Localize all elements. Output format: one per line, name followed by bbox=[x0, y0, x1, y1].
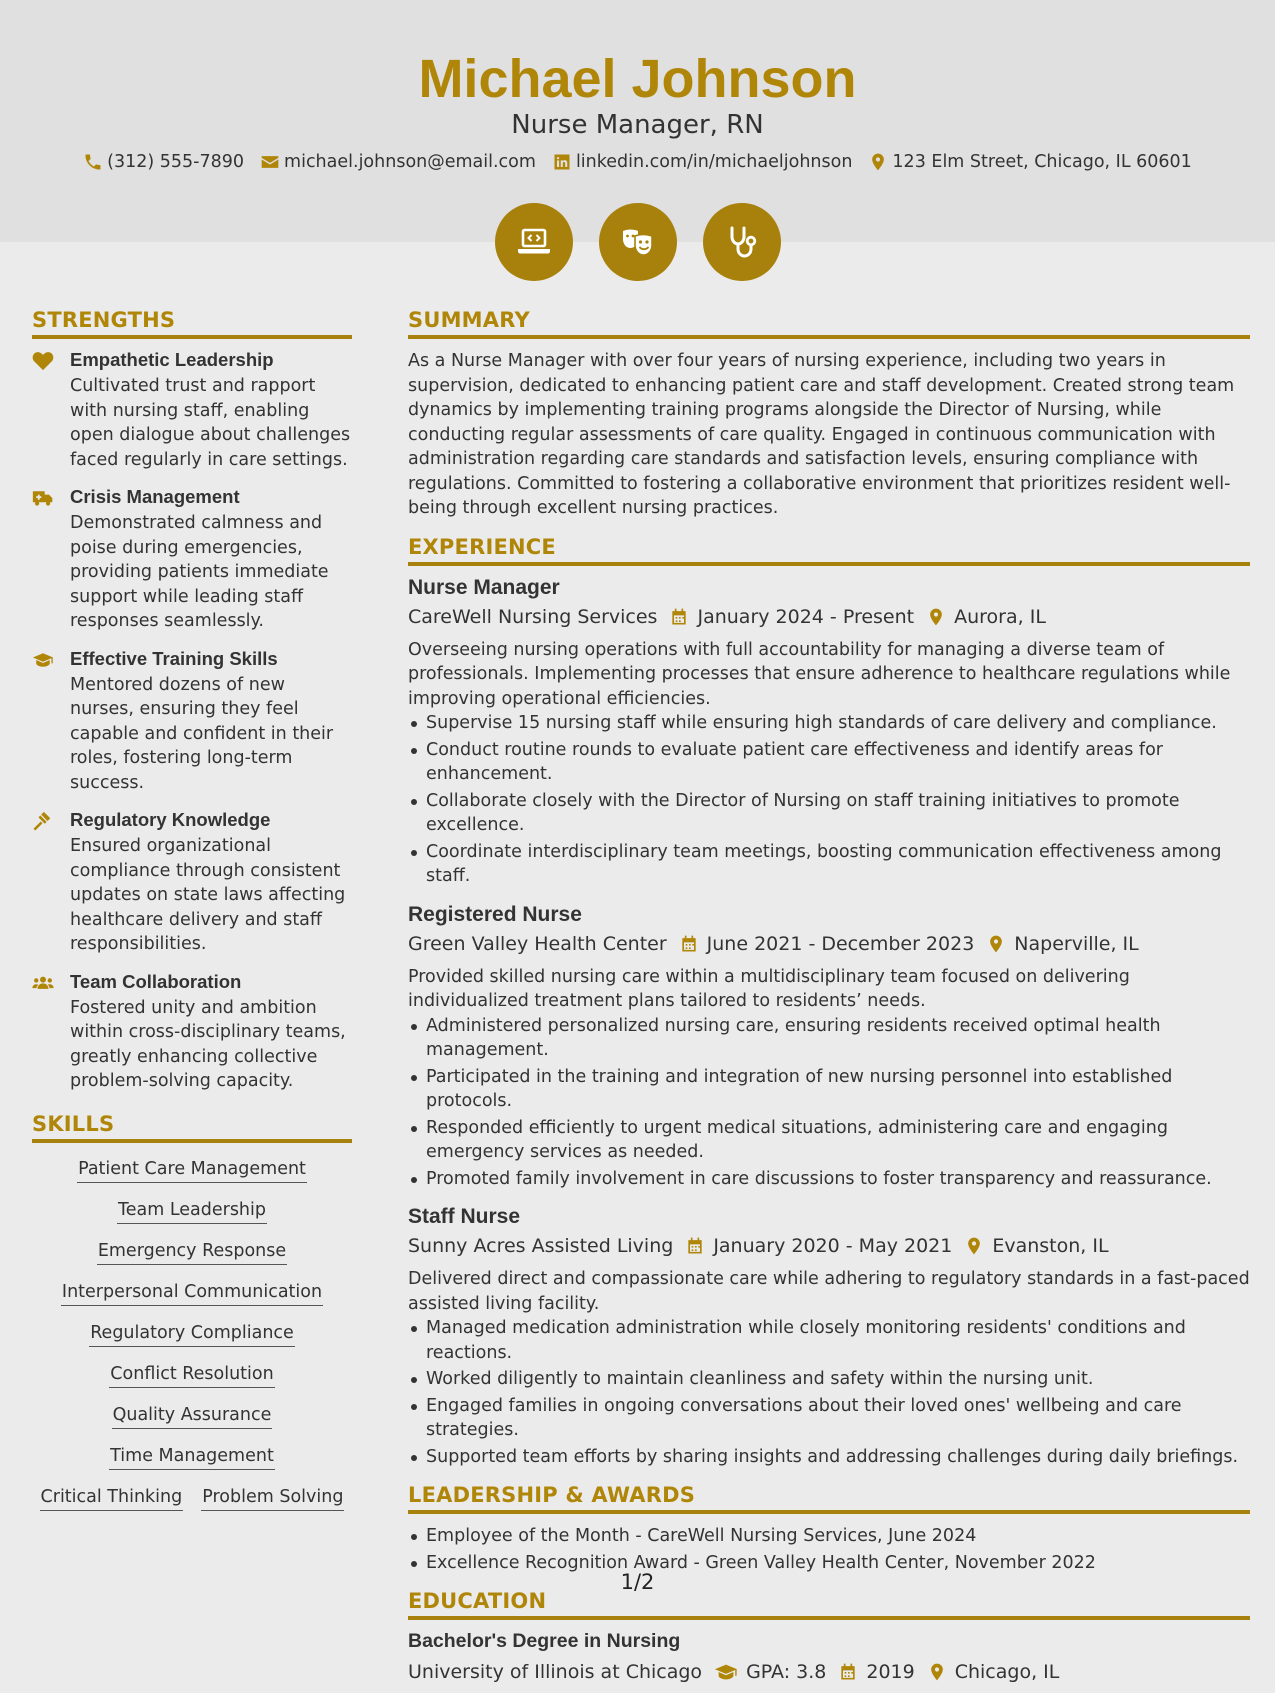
badge-stethoscope bbox=[703, 203, 781, 281]
contact-email[interactable] bbox=[260, 152, 536, 172]
gpa-text: GPA: 3.8 bbox=[746, 1661, 827, 1683]
strength-desc: Demonstrated calmness and poise during emergencies, providing patients immediate support while leading staff responses seamlessly. bbox=[70, 513, 329, 631]
job-location: Aurora, IL bbox=[954, 605, 1046, 628]
job-dates: June 2021 - December 2023 bbox=[706, 932, 975, 955]
job-entry bbox=[408, 1205, 1250, 1469]
users-icon bbox=[32, 973, 54, 993]
job-location-wrap bbox=[926, 606, 1046, 628]
contact-address bbox=[868, 152, 1191, 172]
graduation-cap-icon bbox=[714, 1662, 738, 1682]
job-company: Green Valley Health Center bbox=[408, 932, 667, 955]
job-dates: January 2024 - Present bbox=[697, 605, 915, 628]
skill-tag: Quality Assurance bbox=[112, 1405, 273, 1429]
job-dates: January 2020 - May 2021 bbox=[713, 1235, 953, 1257]
contact-linkedin[interactable] bbox=[552, 152, 852, 172]
strength-title: Effective Training Skills bbox=[70, 647, 278, 669]
job-location: Evanston, IL bbox=[992, 1235, 1109, 1257]
badge-laptop bbox=[495, 203, 573, 281]
strength-title: Empathetic Leadership bbox=[70, 349, 274, 370]
strength-title: Regulatory Knowledge bbox=[70, 809, 271, 830]
job-desc: Provided skilled nursing care within a multidisciplinary team focused on delivering individualized treatment plans tailored to residents’ needs. bbox=[408, 966, 1130, 1011]
strength-desc: Ensured organizational compliance through consistent updates on state laws affecting healthcare delivery and staff responsibilities. bbox=[70, 836, 346, 954]
job-company: Sunny Acres Assisted Living bbox=[408, 1235, 674, 1257]
envelope-icon bbox=[260, 152, 280, 172]
skill-tag: Problem Solving bbox=[201, 1487, 344, 1511]
bullet-item: Worked diligently to maintain cleanliness and safety within the nursing unit. bbox=[408, 1367, 1250, 1392]
strength-item bbox=[32, 349, 352, 472]
job-bullets bbox=[408, 1316, 1250, 1469]
heart-icon bbox=[32, 351, 54, 371]
skill-tag: Conflict Resolution bbox=[109, 1364, 274, 1388]
job-desc: Delivered direct and compassionate care while adhering to regulatory standards in a fast-paced assisted living facility. bbox=[408, 1269, 1250, 1314]
education-location: Chicago, IL bbox=[954, 1661, 1060, 1683]
badge-masks bbox=[599, 203, 677, 281]
job-location-wrap bbox=[964, 1235, 1108, 1257]
map-pin-icon bbox=[964, 1236, 984, 1256]
linkedin-icon bbox=[552, 152, 572, 172]
skill-tag: Interpersonal Communication bbox=[61, 1282, 323, 1306]
stethoscope-icon bbox=[722, 222, 762, 262]
strength-title: Crisis Management bbox=[70, 486, 240, 507]
address-text: 123 Elm Street, Chicago, IL 60601 bbox=[892, 152, 1192, 172]
linkedin-text: linkedin.com/in/michaeljohnson bbox=[575, 152, 853, 172]
strength-item bbox=[32, 971, 352, 1094]
strength-desc: Mentored dozens of new nurses, ensuring they feel capable and confident in their roles, fostering long-term success. bbox=[70, 674, 334, 793]
laptop-code-icon bbox=[514, 222, 554, 262]
summary-text: As a Nurse Manager with over four years of nursing experience, including two years in supervision, dedicated to enhancing patient care and staff development. Created strong team dynamics by implementing training programs alongside the Director of Nursing, while conducting regular assessments of care quality. Engaged in continuous communication with administration regarding care standards and satisfaction levels, ensuring compliance with regulations. Committed to fostering a collaborative environment that prioritizes resident well-being through excellent nursing practices. bbox=[408, 351, 1235, 518]
map-pin-icon bbox=[986, 934, 1006, 954]
strength-item bbox=[32, 486, 352, 634]
masks-theater-icon bbox=[618, 222, 658, 262]
left-column bbox=[32, 308, 352, 1528]
job-meta bbox=[408, 1235, 1250, 1257]
bullet-item: Administered personalized nursing care, ensuring residents received optimal health management. bbox=[408, 1014, 1250, 1063]
education-heading: EDUCATION bbox=[408, 1589, 1250, 1620]
education-year: 2019 bbox=[866, 1661, 915, 1683]
job-dates-wrap bbox=[685, 1235, 952, 1257]
phone-icon bbox=[83, 152, 103, 172]
strength-item bbox=[32, 648, 352, 796]
badge-row bbox=[0, 203, 1275, 281]
bullet-item: Supported team efforts by sharing insights and addressing challenges during daily briefings. bbox=[408, 1445, 1250, 1470]
skill-tag: Team Leadership bbox=[117, 1200, 267, 1224]
strength-title: Team Collaboration bbox=[70, 970, 242, 992]
education-meta bbox=[408, 1661, 1250, 1683]
map-pin-icon bbox=[868, 152, 888, 172]
award-item: Employee of the Month - CareWell Nursing Services, June 2024 bbox=[408, 1524, 1250, 1549]
map-pin-icon bbox=[926, 607, 946, 627]
map-pin-icon bbox=[927, 1662, 947, 1682]
strengths-heading: STRENGTHS bbox=[32, 308, 352, 339]
year-wrap bbox=[838, 1661, 914, 1683]
job-title: Nurse Manager bbox=[408, 575, 560, 599]
awards-list bbox=[408, 1524, 1250, 1575]
skill-tag: Time Management bbox=[109, 1446, 275, 1470]
award-item: Excellence Recognition Award - Green Valley Health Center, November 2022 bbox=[408, 1551, 1250, 1576]
calendar-icon bbox=[838, 1662, 858, 1682]
bullet-item: Engaged families in ongoing conversations about their loved ones' wellbeing and care strategies. bbox=[408, 1394, 1250, 1443]
degree-title: Bachelor's Degree in Nursing bbox=[408, 1630, 681, 1652]
job-title: Registered Nurse bbox=[408, 902, 582, 926]
calendar-icon bbox=[669, 607, 689, 627]
graduation-cap-icon bbox=[32, 650, 54, 670]
page-number: 1/2 bbox=[620, 1570, 655, 1594]
bullet-item: Coordinate interdisciplinary team meetings, boosting communication effectiveness among staff. bbox=[408, 840, 1250, 889]
job-company: CareWell Nursing Services bbox=[408, 605, 658, 628]
job-bullets bbox=[408, 711, 1250, 889]
job-entry bbox=[408, 903, 1250, 1192]
summary-heading: SUMMARY bbox=[408, 308, 1250, 339]
job-title: Staff Nurse bbox=[408, 1205, 521, 1228]
contact-bar bbox=[0, 152, 1275, 172]
school-name: University of Illinois at Chicago bbox=[408, 1661, 703, 1683]
skill-tag: Regulatory Compliance bbox=[89, 1323, 295, 1347]
gpa-wrap bbox=[714, 1661, 826, 1683]
skills-list bbox=[32, 1159, 352, 1528]
job-location-wrap bbox=[986, 933, 1138, 955]
strength-desc: Cultivated trust and rapport with nursing staff, enabling open dialogue about challenges faced regularly in care settings. bbox=[70, 376, 351, 470]
bullet-item: Managed medication administration while closely monitoring residents' conditions and reactions. bbox=[408, 1316, 1250, 1365]
calendar-icon bbox=[685, 1236, 705, 1256]
ambulance-icon bbox=[32, 488, 54, 508]
strength-item bbox=[32, 809, 352, 957]
contact-phone[interactable] bbox=[83, 152, 244, 172]
job-meta bbox=[408, 933, 1250, 955]
skills-heading: SKILLS bbox=[32, 1112, 352, 1143]
edu-location-wrap bbox=[927, 1661, 1060, 1683]
job-location: Naperville, IL bbox=[1014, 932, 1139, 955]
job-desc: Overseeing nursing operations with full accountability for managing a diverse team of professionals. Implementing processes that ensure adherence to healthcare regulations while improving operational efficiencies. bbox=[408, 639, 1231, 709]
skill-tag: Emergency Response bbox=[97, 1241, 287, 1265]
candidate-title: Nurse Manager, RN bbox=[511, 110, 764, 140]
right-column bbox=[408, 308, 1250, 1693]
bullet-item: Responded efficiently to urgent medical situations, administering care and engaging emergency services as needed. bbox=[408, 1116, 1250, 1165]
job-dates-wrap bbox=[669, 606, 914, 628]
job-entry bbox=[408, 576, 1250, 889]
calendar-icon bbox=[679, 934, 699, 954]
bullet-item: Conduct routine rounds to evaluate patient care effectiveness and identify areas for enhancement. bbox=[408, 738, 1250, 787]
skill-tag: Patient Care Management bbox=[77, 1159, 307, 1183]
phone-text: (312) 555-7890 bbox=[107, 152, 245, 172]
gavel-icon bbox=[32, 811, 54, 831]
experience-heading: EXPERIENCE bbox=[408, 535, 1250, 566]
candidate-name: Michael Johnson bbox=[418, 49, 857, 109]
email-text: michael.johnson@email.com bbox=[284, 152, 536, 172]
job-bullets bbox=[408, 1014, 1250, 1192]
skill-tag: Critical Thinking bbox=[40, 1487, 184, 1511]
strength-desc: Fostered unity and ambition within cross-disciplinary teams, greatly enhancing collective problem-solving capacity. bbox=[70, 997, 346, 1091]
bullet-item: Supervise 15 nursing staff while ensuring high standards of care delivery and compliance. bbox=[408, 711, 1250, 736]
awards-heading: LEADERSHIP & AWARDS bbox=[408, 1483, 1250, 1514]
bullet-item: Promoted family involvement in care discussions to foster transparency and reassurance. bbox=[408, 1167, 1250, 1192]
job-dates-wrap bbox=[679, 933, 975, 955]
bullet-item: Collaborate closely with the Director of Nursing on staff training initiatives to promote excellence. bbox=[408, 789, 1250, 838]
bullet-item: Participated in the training and integration of new nursing personnel into established protocols. bbox=[408, 1065, 1250, 1114]
job-meta bbox=[408, 606, 1250, 628]
